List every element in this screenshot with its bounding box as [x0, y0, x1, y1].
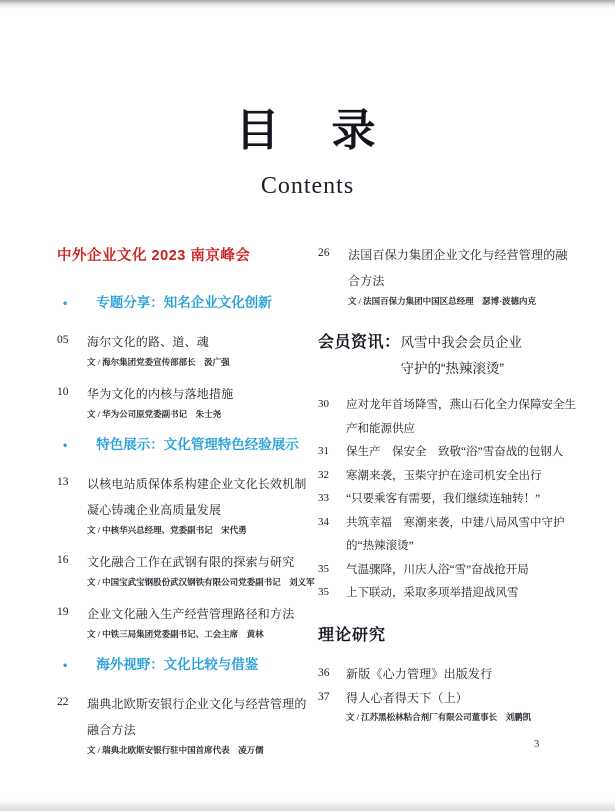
page-title-chinese: 目 录: [235, 106, 380, 155]
topic-label: 特色展示：文化管理特色经验展示: [96, 437, 299, 452]
entry-title: 以核电站质保体系构建企业文化长效机制凝心铸魂企业高质量发展: [87, 477, 307, 517]
title-block: [0, 0, 615, 200]
toc-entry-13: [57, 471, 307, 536]
entry-page-number: 31: [318, 445, 329, 457]
entry-page-number: 22: [57, 696, 69, 708]
topic-header-overseas-view: [57, 653, 307, 673]
entry-title: 新版《心力管理》出版发行: [346, 666, 493, 681]
folio-page-number: 3: [534, 739, 540, 750]
toc-entry-26: [318, 242, 578, 307]
member-news-subtitle-line1: 风雪中我会会员企业: [400, 335, 523, 350]
toc-entry-05: [57, 329, 307, 368]
entry-byline: 文 / 法国百保力集团中国区总经理 瑟博·波德内克: [348, 296, 536, 306]
page-top-shadow: [0, 0, 615, 9]
toc-entry-31: [318, 441, 578, 465]
page-bottom-shadow: [0, 799, 615, 811]
entry-title: 气温骤降，川庆人浴“雪”奋战抢开局: [346, 563, 529, 576]
entry-byline: 文 / 海尔集团党委宣传部部长 汲广强: [87, 357, 230, 367]
member-news-list: [318, 394, 578, 606]
entry-title: 寒潮来袭，玉柴守护在途司机安全出行: [346, 469, 542, 482]
member-news-subtitle-line2: 守护的“热辣滚烫”: [400, 361, 505, 376]
topic-label: 海外视野：文化比较与借鉴: [96, 657, 259, 672]
summit-section-header: 中外企业文化 2023 南京峰会: [57, 248, 251, 264]
entry-page-number: 33: [318, 492, 329, 504]
entry-byline: 文 / 中核华兴总经理、党委副书记 宋代勇: [87, 525, 247, 535]
entry-page-number: 19: [57, 606, 69, 618]
entry-page-number: 32: [318, 468, 329, 481]
entry-page-number: 10: [57, 386, 69, 398]
toc-entry-16: [57, 549, 315, 588]
entry-title: 应对龙年首场降雪，燕山石化全力保障安全生产和能源供应: [346, 399, 576, 435]
entry-byline: 文 / 江苏黑松林粘合剂厂有限公司董事长 刘鹏凯: [346, 711, 532, 722]
toc-entry-10: [57, 381, 307, 420]
toc-entry-34: [318, 512, 578, 559]
entry-page-number: 35: [318, 562, 329, 575]
toc-entry-19: [57, 601, 307, 640]
toc-entry-36: [318, 662, 578, 686]
entry-page-number: 26: [318, 247, 330, 259]
theory-research-section-header: 理论研究: [318, 626, 387, 644]
entry-page-number: 16: [57, 554, 69, 566]
entry-page-number: 34: [318, 515, 329, 528]
toc-entry-37: [318, 686, 578, 723]
toc-entry-35a: [318, 559, 578, 583]
entry-byline: 文 / 中铁三局集团党委副书记、工会主席 黄林: [87, 629, 264, 639]
bullet-icon: •: [63, 438, 68, 452]
member-news-subtitle: [401, 329, 523, 382]
toc-entry-33: [318, 488, 578, 512]
member-news-label: 会员资讯：: [318, 334, 401, 351]
toc-entry-32: [318, 465, 578, 489]
toc-entry-30: [318, 394, 578, 441]
entry-title: 法国百保力集团企业文化与经营管理的融合方法: [348, 248, 568, 288]
entry-title: 企业文化融入生产经营管理路径和方法: [87, 607, 295, 621]
entry-title: 保生产 保安全 致敬“浴”雪奋战的包钢人: [346, 446, 564, 458]
toc-entry-35b: [318, 582, 578, 606]
entry-title: 华为文化的内核与落地措施: [87, 387, 234, 401]
topic-header-theme-sharing: [57, 291, 307, 311]
member-news-section-header: [318, 329, 578, 382]
entry-page-number: 05: [57, 334, 69, 346]
entry-byline: 文 / 瑞典北欧斯安银行驻中国首席代表 凌万儒: [87, 745, 264, 755]
entry-title: “只要乘客有需要，我们继续连轴转！”: [346, 493, 541, 505]
entry-title: 上下联动，采取多项举措迎战风雪: [346, 587, 519, 599]
entry-page-number: 13: [57, 476, 69, 488]
topic-label: 专题分享：知名企业文化创新: [96, 295, 272, 310]
toc-columns: [0, 242, 615, 769]
entry-title: 得人心者得天下（上）: [346, 690, 469, 705]
entry-title: 共筑幸福 寒潮来袭，中建八局风雪中守护的“热辣滚烫”: [346, 516, 565, 552]
entry-title: 瑞典北欧斯安银行企业文化与经营管理的融合方法: [87, 697, 307, 737]
entry-byline: 文 / 中国宝武宝钢股份武汉钢铁有限公司党委副书记 刘义军: [87, 577, 315, 587]
topic-header-feature-show: [57, 433, 307, 453]
entry-title: 海尔文化的路、道、魂: [87, 335, 210, 349]
theory-research-list: [318, 662, 578, 723]
entry-page-number: 37: [318, 690, 330, 703]
page-title-english: Contents: [260, 173, 355, 199]
entry-page-number: 36: [318, 666, 330, 679]
bullet-icon: •: [63, 296, 68, 310]
entry-page-number: 30: [318, 398, 329, 410]
toc-entry-22: [57, 691, 307, 756]
right-column: [318, 242, 578, 769]
left-column: [57, 242, 315, 769]
entry-byline: 文 / 华为公司原党委副书记 朱士尧: [87, 409, 222, 419]
entry-page-number: 35: [318, 586, 329, 598]
entry-title: 文化融合工作在武钢有限的探索与研究: [87, 555, 295, 569]
bullet-icon: •: [63, 658, 68, 672]
